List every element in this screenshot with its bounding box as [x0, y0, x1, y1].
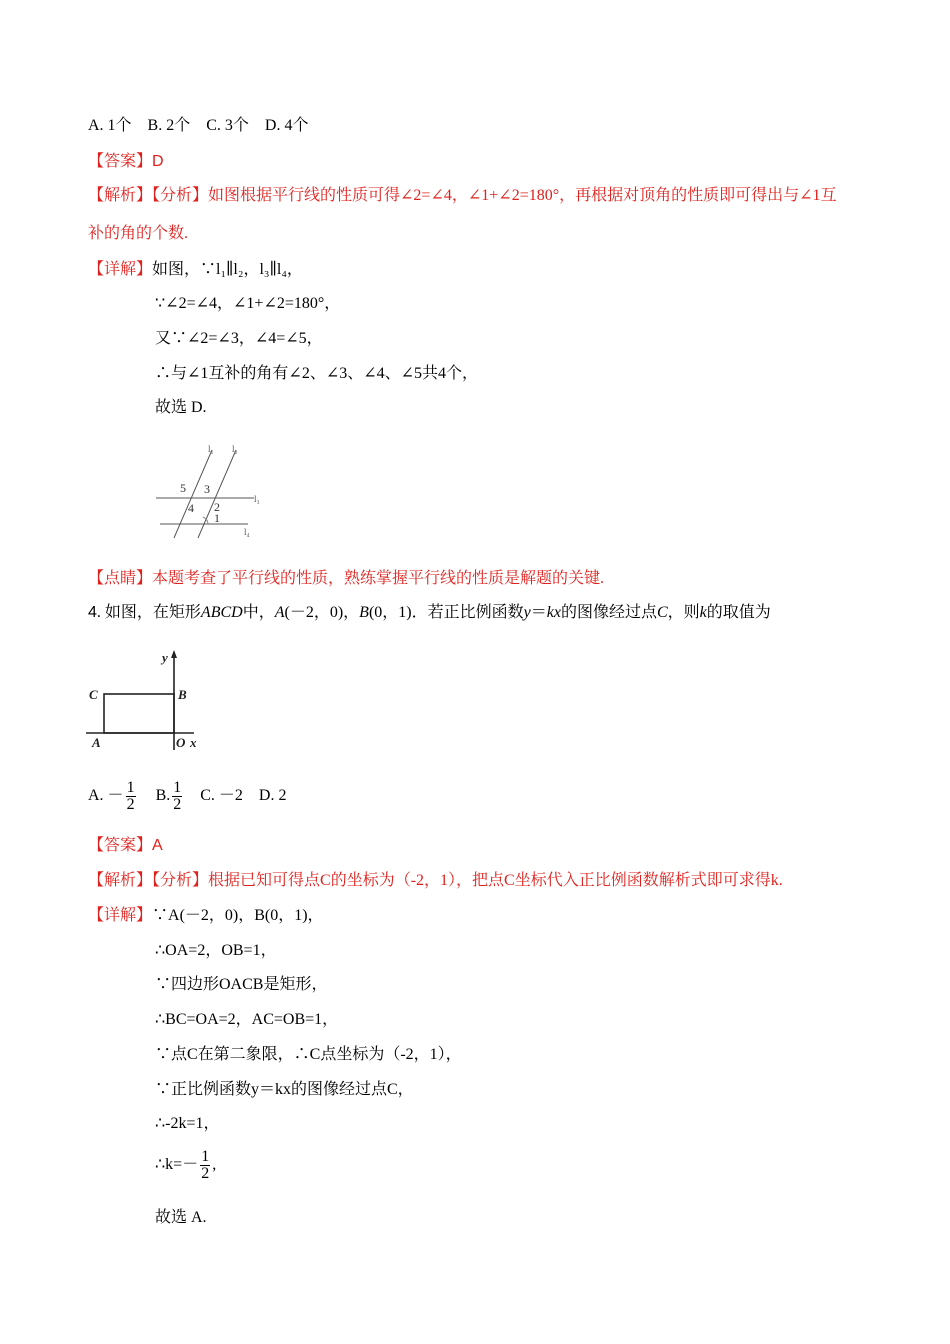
k-var: k [699, 604, 707, 621]
axis-y-label: y [162, 650, 168, 665]
point-b: B [359, 604, 369, 621]
coord-a: (－2，0)， [284, 604, 360, 621]
point-a: A [274, 604, 285, 621]
answer-value: A [152, 837, 163, 854]
detail-line: 如图，∵l₁∥l₂，l₃∥l₄， [152, 261, 303, 278]
detail-line: ∵A(－2，0)，B(0，1)， [152, 907, 324, 924]
denominator: 2 [126, 795, 135, 813]
option-d: D. 2 [258, 787, 287, 804]
q4-answer [88, 836, 163, 856]
question-number: 4 [88, 604, 97, 621]
q3-analysis-cont: 补的角的个数. [88, 225, 189, 242]
detail-tag: 【详解】 [88, 261, 153, 278]
angle-5: 5 [180, 481, 186, 495]
label-l1: l₁ [208, 444, 214, 454]
option-a-label: A. － [88, 787, 124, 804]
detail-tag: 【详解】 [88, 907, 153, 924]
q4-final: 故选 A. [155, 1209, 207, 1226]
label-l4: l₄ [244, 527, 250, 537]
q4-step: ∵正比例函数y＝kx的图像经过点C， [155, 1081, 414, 1098]
q3-step: ∵∠2=∠4，∠1+∠2=180°， [155, 295, 341, 312]
numerator: 1 [126, 778, 135, 796]
label-o: O [176, 735, 186, 750]
fn-eq: ＝ [530, 604, 547, 621]
stem-text: . 如图，在矩形 [96, 604, 201, 621]
option-c: C. －2 [200, 787, 243, 804]
stem-text: 的取值为 [706, 604, 771, 621]
q4-k-result [155, 1145, 216, 1185]
answer-tag: 【答案】 [88, 153, 153, 170]
q3-detail [88, 260, 303, 280]
fn-y: y [523, 604, 531, 621]
comment-text: 本题考查了平行线的性质，熟练掌握平行线的性质是解题的关键. [152, 570, 605, 587]
q4-step: ∵点C在第二象限，∴C点坐标为（-2，1）， [155, 1046, 462, 1063]
q3-step: ∴与∠1互补的角有∠2、∠3、∠4、∠5共4个， [155, 365, 479, 382]
q4-detail [88, 906, 324, 926]
numerator: 1 [201, 1147, 210, 1165]
label-l3: l₃ [254, 494, 260, 504]
k-prefix: ∴k=－ [155, 1156, 199, 1173]
option-b-label: B. [155, 787, 171, 804]
q4-analysis [88, 871, 783, 891]
answer-tag: 【答案】 [88, 837, 153, 854]
denominator: 2 [201, 1164, 210, 1182]
comment-tag: 【点睛】 [88, 570, 153, 587]
q4-step: ∴BC=OA=2，AC=OB=1， [155, 1011, 339, 1028]
axis-x-label: x [190, 735, 197, 750]
angle-1: 1 [214, 511, 220, 525]
fn-kx: kx [546, 604, 561, 621]
parallel-lines-figure [150, 440, 270, 545]
analysis-text: 根据已知可得点C的坐标为（-2，1），把点C坐标代入正比例函数解析式即可求得k. [208, 872, 783, 889]
answer-value: D [152, 153, 164, 170]
label-b: B [178, 687, 187, 702]
coord-b: (0，1)．若正比例函数 [368, 604, 524, 621]
analysis-tag: 【解析】【分析】 [88, 872, 209, 889]
rect-name: ABCD [200, 604, 243, 621]
numerator: 1 [173, 778, 182, 796]
q4-step: ∴OA=2，OB=1， [155, 942, 277, 959]
q4-options [88, 776, 286, 816]
stem-text: 的图像经过点 [560, 604, 657, 621]
q4-step: ∵四边形OACB是矩形， [155, 976, 328, 993]
q3-step: 又∵∠2=∠3，∠4=∠5， [155, 330, 323, 347]
point-c: C [656, 604, 668, 621]
q3-options: A. 1个 B. 2个 C. 3个 D. 4个 [88, 117, 309, 134]
angle-3: 3 [204, 482, 210, 496]
stem-text: ，则 [667, 604, 700, 621]
q4-stem [88, 603, 771, 623]
option-a-fraction [126, 780, 136, 813]
label-c: C [89, 687, 98, 702]
denominator: 2 [173, 795, 182, 813]
angle-2: 2 [214, 500, 220, 514]
rectangle-figure [86, 646, 206, 756]
option-b-fraction [172, 780, 182, 813]
q3-answer [88, 152, 164, 172]
label-a: A [92, 735, 101, 750]
k-suffix: , [212, 1156, 217, 1173]
q3-analysis [88, 186, 837, 206]
k-fraction [200, 1149, 210, 1182]
q3-comment [88, 569, 604, 589]
analysis-text: 如图根据平行线的性质可得∠2=∠4，∠1+∠2=180°，再根据对顶角的性质即可得出与∠1互 [208, 187, 837, 204]
q4-step: ∴-2k=1， [155, 1115, 220, 1132]
label-l2: l₂ [232, 444, 238, 454]
angle-4: 4 [188, 501, 194, 515]
q3-step: 故选 D. [155, 399, 207, 416]
analysis-tag: 【解析】【分析】 [88, 187, 209, 204]
stem-text: 中， [242, 604, 275, 621]
